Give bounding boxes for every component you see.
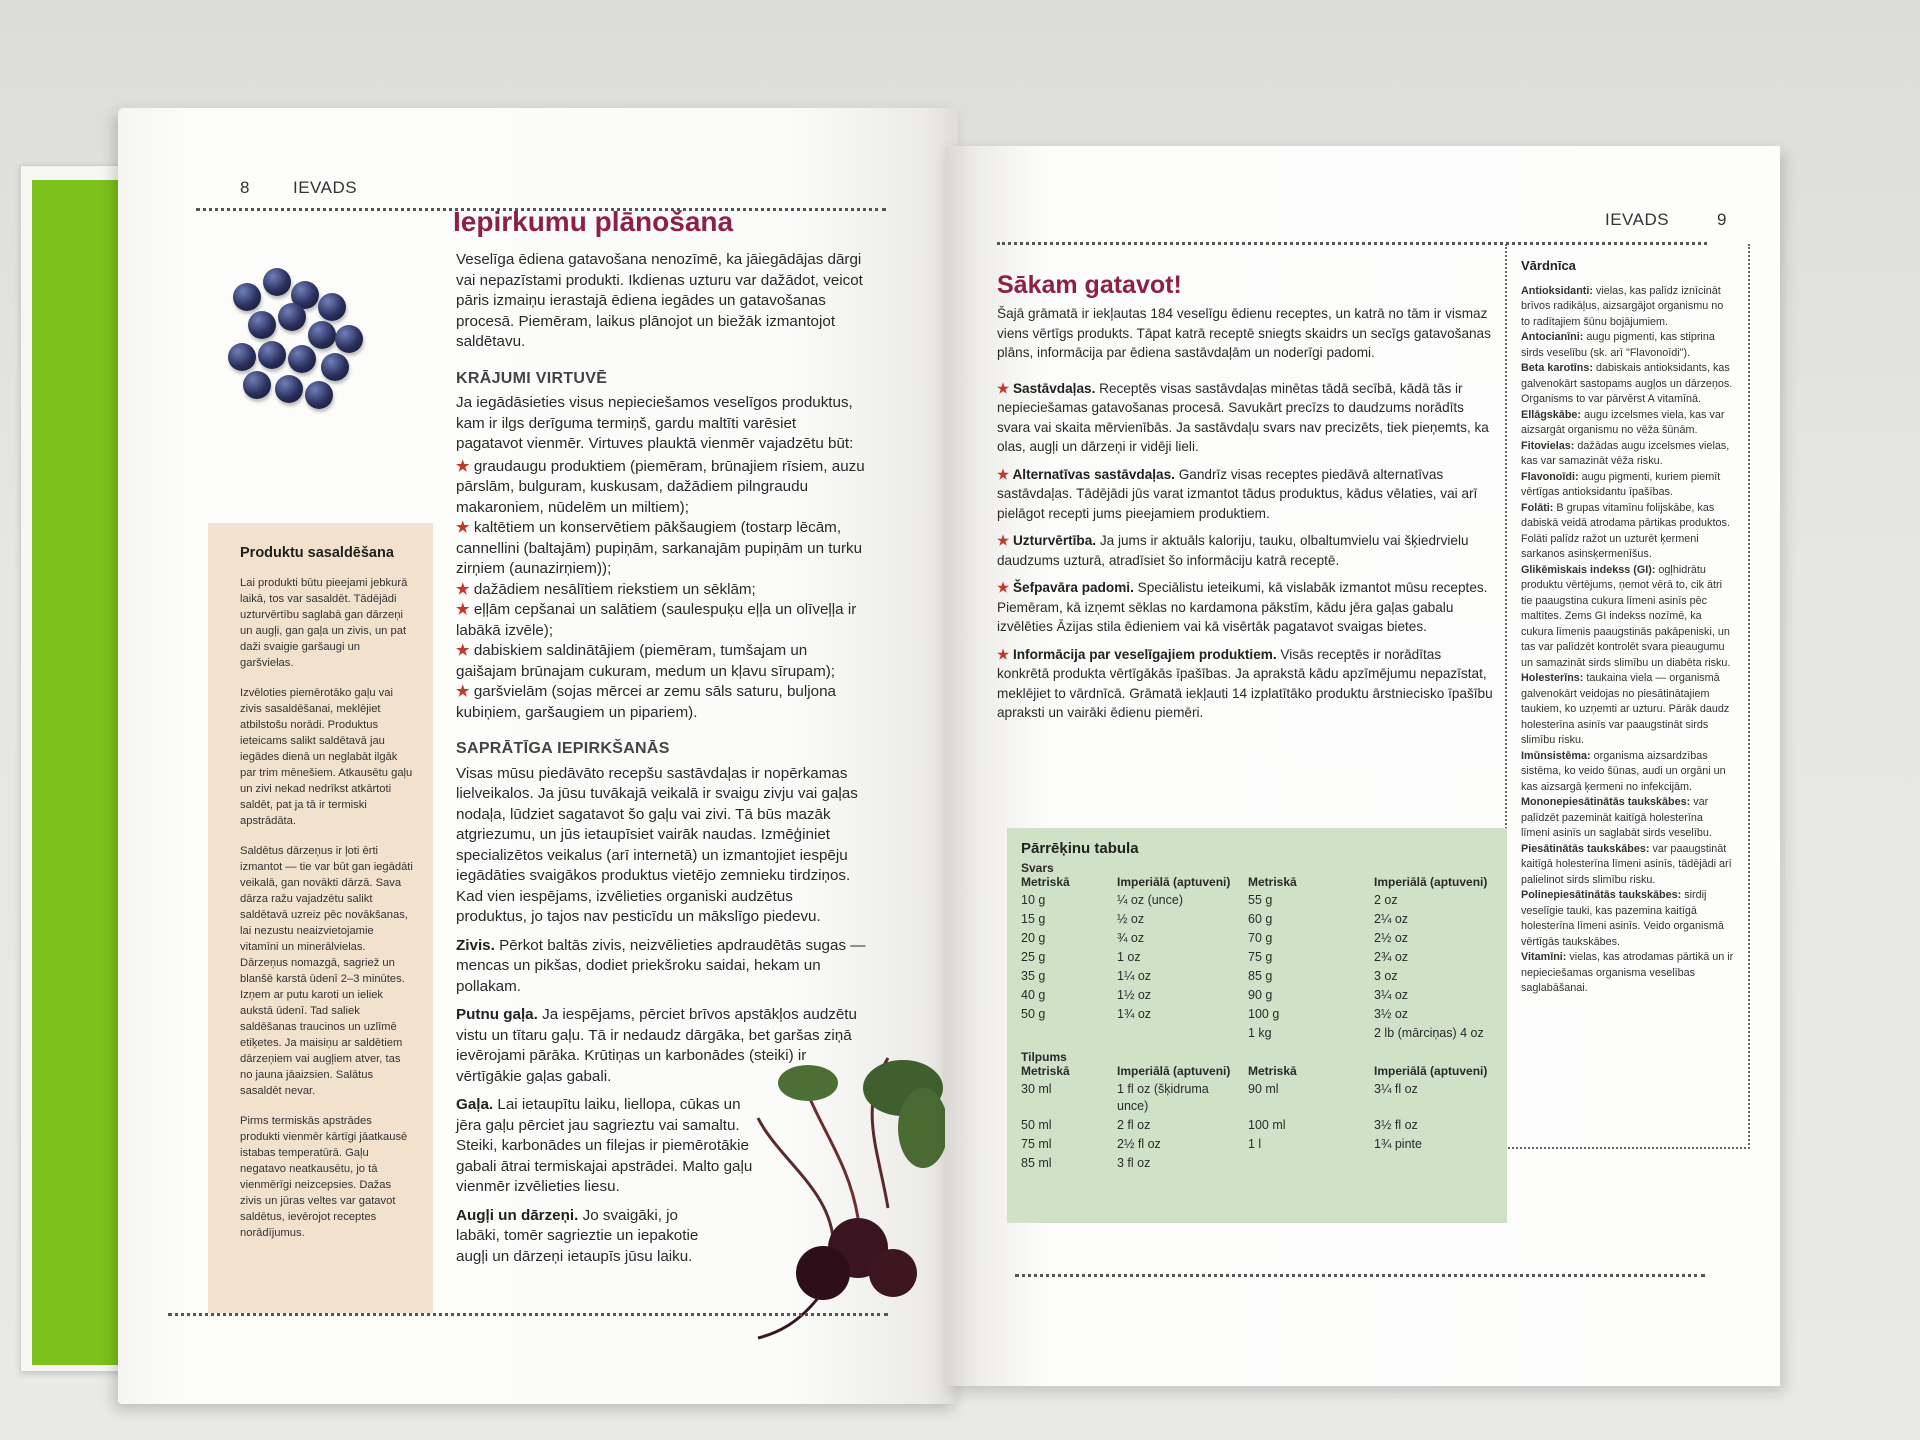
glossary-entry: Vitamīni: vielas, kas atrodamas pārtikā un ir nepieciešamas organisma veselības saglabāšanai.	[1521, 951, 1734, 994]
section-heading: SAPRĀTĪGA IEPIRKŠANĀS	[456, 740, 670, 757]
glossary-entry: Piesātinātās taukskābes: var paaugstināt kaitīgā holesterīna līmeni asinīs, tādējādi arī palielinot sirds slimību risku.	[1521, 842, 1732, 886]
list-item: ★ graudaugu produktiem (piemēram, brūnajiem rīsiem, auzu pārslām, bulguram, kuskusam, dažādiem pilngraudu makaroniem, nūdelēm un miltiem);	[456, 457, 865, 516]
running-head-left: IEVADS	[293, 178, 358, 197]
right-page	[945, 146, 1780, 1386]
glossary-box	[1505, 244, 1750, 1149]
paragraph-fruit-veg: Augļi un dārzeņi. Jo svaigāki, jo labāki, tomēr sagrieztie un iepakotie augļi un dārzeņi ietaupīs jūsu laiku.	[456, 1206, 699, 1265]
point-item: ★ Informācija par veselīgajiem produktiem. Visās receptēs ir norādītas konkrētā produkta vērtīgākās īpašības. Ja aprakstā kādu apzīmējumu nepazīstat, meklējiet to vārdnīcā. Grāmatā iekļauti 14 izplatītāko produktu ārstnieciskо īpašību apraksti un vairāki ēdienu piemēri.	[997, 646, 1493, 720]
table-cell: 10 g	[1021, 893, 1046, 907]
table-cell: 1¾ oz	[1117, 1007, 1152, 1021]
point-item: ★ Sastāvdaļas. Receptēs visas sastāvdaļas minētas tādā secībā, kādā tās ir nepieciešamas gatavošanas procesā. Savukārt precīzs to daudzums norādīts svara vai skaita mērvienībās. Ja sastāvdaļu svars nav precizēts, tiek pieņemts, ka olas, augļi un dārzeņi ir vidēji lieli.	[997, 380, 1489, 454]
list-item: ★ dabiskiem saldinātājiem (piemēram, tumšajam un gaišajam brūnajam cukuram, medum un kļavu sīrupam);	[456, 642, 835, 680]
table-cell: 1 fl oz (šķidruma unce)	[1117, 1082, 1209, 1113]
table-cell: 2½ fl oz	[1117, 1137, 1161, 1151]
glossary-entry: Imūnsistēma: organisma aizsardzības sistēma, ko veido šūnas, audi un orgāni un kas aizsargā ķermeni no infekcijām.	[1521, 749, 1726, 793]
table-cell: ¾ oz	[1117, 931, 1145, 945]
table-cell: ¼ oz (unce)	[1117, 893, 1184, 907]
bottom-dotted-rule-left	[168, 1313, 888, 1316]
table-cell: 25 g	[1021, 950, 1046, 964]
table-cell: 2¾ oz	[1374, 950, 1409, 964]
table-cell: ½ oz	[1117, 912, 1145, 926]
table-cell	[1374, 1155, 1493, 1172]
page-number-right: 9	[1717, 210, 1727, 229]
blueberries-image	[223, 263, 373, 413]
intro-paragraph: Šajā grāmatā ir iekļautas 184 veselīgu ēdienu receptes, un katrā no tām ir vismaz viens vērtīgs produkts. Tāpat katrā receptē sniegts skaidrs un secīgs gatavošanas plāns, informācija par ēdiena sastāvdaļām un noderīgi padomi.	[997, 306, 1491, 360]
table-cell: 3 oz	[1374, 969, 1398, 983]
conversion-table-title: Pārrēķinu tabula	[1021, 840, 1139, 857]
glossary-entry: Folāti: B grupas vitamīnu folijskābe, kas dabiskā veidā atrodama pārtikas produktos. Folāti palīdz ražot un uzturēt ķermeni sarkanos asinsķermenīšus.	[1521, 501, 1730, 560]
list-item: ★ garšvielām (sojas mērcei ar zemu sāls saturu, buljona kubiņiem, garšaugiem un pipariem).	[456, 683, 836, 721]
table-cell: 20 g	[1021, 931, 1046, 945]
weight-grid: Metriskā Imperiālā (aptuveni) Metriskā Imperiālā (aptuveni) 10 g ¼ oz (unce) 55 g 2 oz 15 g ½ oz 60 g 2¼ oz 20 g ¾ oz 70 g 2½ oz 25 g 1 oz 75 g 2¾ oz 35 g 1¼ oz 85 g 3 oz 40 g 1½ oz 90 g 3¼ oz 50 g 1¾ oz 100 g 3½ oz 1 kg 2 lb (mārciņas) 4 oz	[1021, 875, 1493, 1042]
table-cell: 75 ml	[1021, 1137, 1052, 1151]
point-item: ★ Šefpavāra padomi. Speciālistu ieteikumi, kā vislabāk izmantot mūsu receptes. Piemēram, kā izņemt sēklas no kardamona pākstīm, kādu jēra gaļas gabalu izvēlēties Āzijas stila ēdieniem vai kā visērtāk pagatavot svaigas bietes.	[997, 580, 1488, 634]
section-heading: KRĀJUMI VIRTUVĒ	[456, 369, 608, 387]
glossary-entry: Fitovielas: dažādas augu izcelsmes vielas, kas var samazināt vēža risku.	[1521, 439, 1730, 467]
weight-label: Svars	[1021, 861, 1054, 875]
point-item: ★ Uzturvērtība. Ja jums ir aktuāls kaloriju, tauku, olbaltumvielu vai šķiedrvielu daudzums uzturā, atradīsiet šo informāciju katrā receptē.	[997, 533, 1469, 568]
table-cell: 2 lb (mārciņas) 4 oz	[1374, 1026, 1484, 1040]
freezing-sidebar	[208, 523, 433, 1313]
table-cell: 3¼ oz	[1374, 988, 1409, 1002]
paragraph-meat: Gaļa. Lai ietaupītu laiku, liellopa, cūkas un jēra gaļu pērciet jau sagrieztu vai samaltu. Steiki, karbonādes un filejas ir piemērotākie gabali ātrai termiskajai apstrādei. Malto gaļu vienmēr izvēlieties liesu.	[456, 1096, 753, 1195]
table-cell: 3¼ fl oz	[1374, 1082, 1418, 1096]
sidebar-paragraph: Saldētus dārzeņus ir ļoti ērti izmantot — tie var būt gan iegādāti veikalā, gan novākti dārzā. Sava dārza ražu vajadzētu salikt saldētavā uzreiz pēc novākšanas, lai nezustu neaizvietojamie vitamīni un minerālvielas. Dārzeņus nomazgā, sagriež un blanšē karstā ūdenī 2–3 minūtes. Izņem ar putu karoti un ieliek aukstā ūdenī. Tad saliek saldēšanas traucinos un uzlīmē etiķetes. Ja maisiņu ar saldētiem dārzeņiem vai augļiem atver, tas no jauna jāaizsien. Salātus sasaldēt nevar.	[240, 845, 413, 1097]
paragraph-fish: Zivis. Pērkot baltās zivis, neizvēlieties apdraudētās sugas — mencas un pikšas, dodiet priekšroku saidai, hekam un pollakam.	[456, 936, 866, 995]
sidebar-paragraph: Pirms termiskās apstrādes produkti vienmēr kārtīgi jāatkausē istabas temperatūrā. Gaļu negatavo neatkausētu, jo tā vienmērīgi neizcepsies. Dažas zivis un jūras veltes var gatavot saldētus, ievērojot receptes norādījumus.	[240, 1115, 408, 1239]
table-cell	[1021, 1025, 1111, 1042]
table-cell: 3½ oz	[1374, 1007, 1409, 1021]
glossary-entry: Beta karotīns: dabiskais antioksidants, kas galvenokārt sastopams augļos un dārzeņos. Organisms to var pārvērst A vitamīnā.	[1521, 362, 1733, 405]
table-cell: 2 oz	[1374, 893, 1398, 907]
beetroot-image	[738, 1048, 948, 1348]
table-cell: 50 ml	[1021, 1118, 1052, 1132]
paragraph-poultry: Putnu gaļa. Ja iespējams, pērciet brīvos apstākļos audzētu vistu un tītaru gaļu. Tā ir nedaudz dārgāka, bet garšas ziņā ievērojami pārāka. Krūtiņas un karbonādes (steiki) ir vērtīgākie gaļas gabali.	[456, 1006, 857, 1085]
table-cell: 1 l	[1248, 1137, 1262, 1151]
running-head-right: IEVADS	[1605, 210, 1670, 229]
table-cell: 1½ oz	[1117, 988, 1152, 1002]
intro-paragraph: Veselīga ēdiena gatavošana nenozīmē, ka jāiegādājas dārgi vai nepazīstami produkti. Ikdienas uzturu var dažādot, veicot pāris izmaiņu ierastajā ēdiena iegādes un gatavošanas procesā. Piemēram, laikus plānojot un biežāk izmantojot saldētavu.	[456, 251, 863, 350]
table-cell: 55 g	[1248, 893, 1273, 907]
table-cell: 90 g	[1248, 988, 1273, 1002]
list-item: ★ dažādiem nesālītiem riekstiem un sēklām;	[456, 580, 756, 598]
table-cell: 50 g	[1021, 1007, 1046, 1021]
table-cell: 70 g	[1248, 931, 1273, 945]
page-title-right: Sākam gatavot!	[997, 271, 1182, 299]
section-text: Ja iegādāsieties visus nepieciešamos veselīgos produktus, kam ir ilgs derīguma termiņš, gardu maltīti varēsiet pagatavot vienmēr. Virtuves plauktā vienmēr vajadzētu būt:	[456, 394, 854, 452]
table-cell: 3½ fl oz	[1374, 1118, 1418, 1132]
table-cell: 60 g	[1248, 912, 1273, 926]
right-main-column	[997, 304, 1497, 731]
glossary-entry: Flavonoīdi: augu pigmenti, kuriem piemīt vērtīgas antioksidantu īpašības.	[1521, 470, 1721, 498]
table-cell: 1¼ oz	[1117, 969, 1152, 983]
sidebar-paragraph: Izvēloties piemērotāko gaļu vai zivis sasaldēšanai, meklējiet atbilstošu norādi. Produktus ieteicams salikt saldētavā jau iegādes dienā un neglabāt ilgāk par trim mēnešiem. Atkausētu gaļu un zivi nekad nedrīkst atkārtoti saldēt, pat ja tā ir termiski apstrādāta.	[240, 687, 413, 827]
table-cell: 40 g	[1021, 988, 1046, 1002]
glossary-title: Vārdnīca	[1521, 258, 1576, 273]
table-cell: 3 fl oz	[1117, 1156, 1151, 1170]
page-title-left: Iepirkumu plānošana	[453, 206, 734, 237]
page-number-left: 8	[240, 178, 250, 197]
table-cell: 75 g	[1248, 950, 1273, 964]
list-item: ★ kaltētiem un konservētiem pākšaugiem (tostarp lēcām, cannellini (baltajām) pupiņām, sarkanajām pupiņām un turku zirņiem (aunazirņiem));	[456, 519, 863, 577]
section-text: Visas mūsu piedāvāto recepšu sastāvdaļas ir nopērkamas lielveikalos. Ja jūsu tuvākajā veikalā ir svaigu zivju vai gaļas nodaļa, lūdziet sagatavot šo gaļu vai zivi. Tā būs mazāk atgriezumu, un jūs ietaupīsiet vairāk naudas. Izmēģiniet specializētos veikalus (arī internetā) un izmantojiet iespēju iegādāties svaigākos produktus vietējo zemnieku tirdziņos. Kad vien iespējams, izvēlieties organiski audzētus produktus, jo tajos nav pesticīdu un mākslīgo piedevu.	[456, 764, 858, 925]
glossary-entry: Antocianīni: augu pigmenti, kas stiprina sirds veselību (sk. arī "Flavonoīdi").	[1521, 331, 1715, 359]
volume-grid: Metriskā Imperiālā (aptuveni) Metriskā Imperiālā (aptuveni) 30 ml 1 fl oz (šķidruma unce) 90 ml 3¼ fl oz 50 ml 2 fl oz 100 ml 3½ fl oz 75 ml 2½ fl oz 1 l 1¾ pinte 85 ml 3 fl oz	[1021, 1064, 1493, 1172]
glossary-entry: Antioksidanti: vielas, kas palīdz iznīcināt brīvos radikāļus, aizsargājot organismu no to radītajiem šūnu bojājumiem.	[1521, 284, 1724, 328]
table-cell: 35 g	[1021, 969, 1046, 983]
table-cell: 85 g	[1248, 969, 1273, 983]
bottom-dotted-rule-right	[1015, 1274, 1705, 1277]
table-cell: 30 ml	[1021, 1082, 1052, 1096]
table-cell	[1117, 1025, 1242, 1042]
table-cell: 2½ oz	[1374, 931, 1409, 945]
glossary-entry: Holesterīns: taukaina viela — organismā galvenokārt veidojas no piesātinātajiem taukiem, ko uzņemti ar uzturu. Pārāk daudz holesterīna asinīs var paaugstināt sirds slimību risku.	[1521, 672, 1730, 746]
table-cell: 15 g	[1021, 912, 1046, 926]
table-cell: 1¾ pinte	[1374, 1137, 1422, 1151]
glossary-entry: Glikēmiskais indekss (GI): ogļhidrātu produktu vērtējums, ņemot vērā to, cik ātri tie paaugstina cukura līmeni asinīs pēc maltītes. Zems GI indekss nozīmē, ka cukura līmenis paaugstinās pakāpeniski, un tas var palīdzēt kontrolēt svara pieaugumu un samazināt sirds slimību un diabēta risku.	[1521, 563, 1731, 669]
table-cell: 100 g	[1248, 1007, 1280, 1021]
table-cell: 2¼ oz	[1374, 912, 1409, 926]
table-cell: 90 ml	[1248, 1082, 1279, 1096]
glossary-entry: Mononepiesātinātās taukskābes: var palīdzēt pazemināt kaitīgā holesterīna līmeni asinīs un saglabāt sirds veselību.	[1521, 796, 1712, 839]
table-cell	[1248, 1155, 1368, 1172]
conversion-table	[1007, 828, 1507, 1223]
table-cell: 85 ml	[1021, 1156, 1052, 1170]
table-cell: 1 oz	[1117, 950, 1141, 964]
sidebar-title: Produktu sasaldēšana	[240, 545, 394, 561]
glossary-entry: Polinepiesātinātās taukskābes: sirdij veselīgie tauki, kas pazemina kaitīgā holesterīna līmeni asinīs. Veido organismā vērtīgās taukskābes.	[1521, 889, 1724, 948]
sidebar-paragraph: Lai produkti būtu pieejami jebkurā laikā, tos var sasaldēt. Tādējādi uzturvērtību saglabā gan dārzeņi un augļi, gan gaļa un zivis, un pat daži svaigie garšaugi un garšvielas.	[240, 577, 408, 669]
glossary-entry: Ellāgskābe: augu izcelsmes viela, kas var aizsargāt organismu no vēža šūnām.	[1521, 408, 1725, 436]
point-item: ★ Alternatīvas sastāvdaļas. Gandrīz visas receptes piedāvā alternatīvas sastāvdaļas. Tādējādi jūs varat izmantot tādus produktus, kādus vēlaties, vai arī pielāgot recepti jums pieejamiem produktiem.	[997, 466, 1478, 521]
table-cell: 100 ml	[1248, 1118, 1286, 1132]
left-page	[118, 108, 958, 1404]
table-cell: 2 fl oz	[1117, 1118, 1151, 1132]
list-item: ★ eļļām cepšanai un salātiem (saulespuķu eļļa un olīveļļa ir labākā izvēle);	[456, 601, 857, 639]
table-cell: 1 kg	[1248, 1026, 1272, 1040]
volume-label: Tilpums	[1021, 1050, 1067, 1064]
